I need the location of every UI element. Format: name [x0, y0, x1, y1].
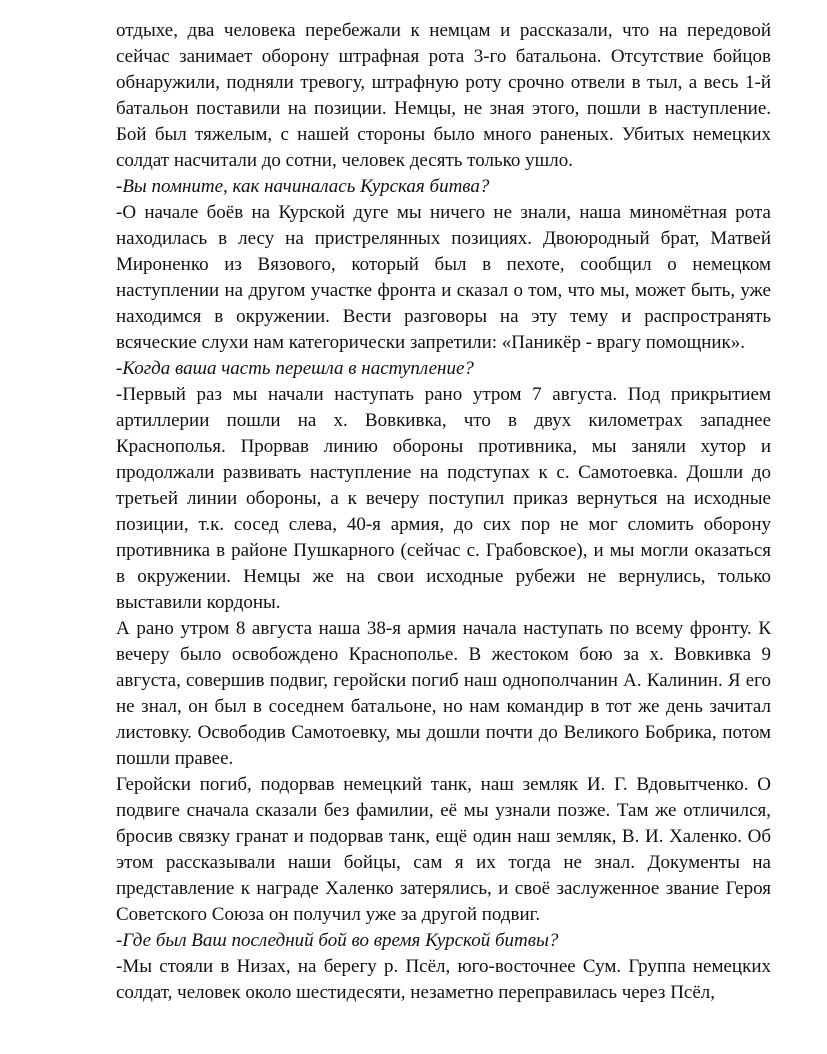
- document-page: [116, 18, 771, 1006]
- answer-last-battle: -Мы стояли в Низах, на берегу р. Псёл, юго-восточнее Сум. Группа немецких солдат, человек около шестидесяти, незаметно переправилась через Псёл,: [116, 956, 771, 1003]
- answer-offensive: -Первый раз мы начали наступать рано утром 7 августа. Под прикрытием артиллерии пошли на х. Вовкивка, что в двух километрах западнее Краснополья. Прорвав линию обороны противника, мы заняли хутор и продолжали развивать наступление на подступах к с. Самотоевка. Дошли до третьей линии обороны, а к вечеру поступил приказ вернуться на исходные позиции, т.к. сосед слева, 40-я армия, до сих пор не мог сломить оборону противника в районе Пушкарного (сейчас с. Грабовское), и мы могли оказаться в окружении. Немцы же на свои исходные рубежи не вернулись, только выставили кордоны.: [116, 384, 771, 613]
- answer-kursk-start: -О начале боёв на Курской дуге мы ничего не знали, наша миномётная рота находилась в лесу на пристрелянных позициях. Двоюродный брат, Матвей Мироненко из Вязового, который был в пехоте, сообщил о немецком наступлении на другом участке фронта и сказал о том, что мы, может быть, уже находимся в окружении. Вести разговоры на эту тему и распространять всяческие слухи нам категорически запретили: «Паникёр - врагу помощник».: [116, 202, 771, 353]
- question-offensive: -Когда ваша часть перешла в наступление?: [116, 358, 474, 379]
- question-last-battle: -Где был Ваш последний бой во время Курской битвы?: [116, 930, 559, 951]
- question-kursk-start: -Вы помните, как начиналась Курская битва?: [116, 176, 490, 197]
- paragraph-heroes: Геройски погиб, подорвав немецкий танк, наш земляк И. Г. Вдовытченко. О подвиге сначала сказали без фамилии, её мы узнали позже. Там же отличился, бросив связку гранат и подорвав танк, ещё один наш земляк, В. И. Халенко. Об этом рассказывали наши бойцы, сам я их тогда не знал. Документы на представление к награде Халенко затерялись, и своё заслуженное звание Героя Советского Союза он получил уже за другой подвиг.: [116, 774, 771, 925]
- paragraph-august-8: А рано утром 8 августа наша 38-я армия начала наступать по всему фронту. К вечеру было освобождено Краснополье. В жестоком бою за х. Вовкивка 9 августа, совершив подвиг, геройски погиб наш однополчанин А. Калинин. Я его не знал, он был в соседнем батальоне, но нам командир в тот же день зачитал листовку. Освободив Самотоевку, мы дошли почти до Великого Бобрика, потом пошли правее.: [116, 618, 771, 769]
- paragraph-retreat-story: отдыхе, два человека перебежали к немцам и рассказали, что на передовой сейчас занимает оборону штрафная рота 3-го батальона. Отсутствие бойцов обнаружили, подняли тревогу, штрафную роту срочно отвели в тыл, а весь 1-й батальон поставили на позиции. Немцы, не зная этого, пошли в наступление. Бой был тяжелым, с нашей стороны было много раненых. Убитых немецких солдат насчитали до сотни, человек десять только ушло.: [116, 20, 771, 171]
